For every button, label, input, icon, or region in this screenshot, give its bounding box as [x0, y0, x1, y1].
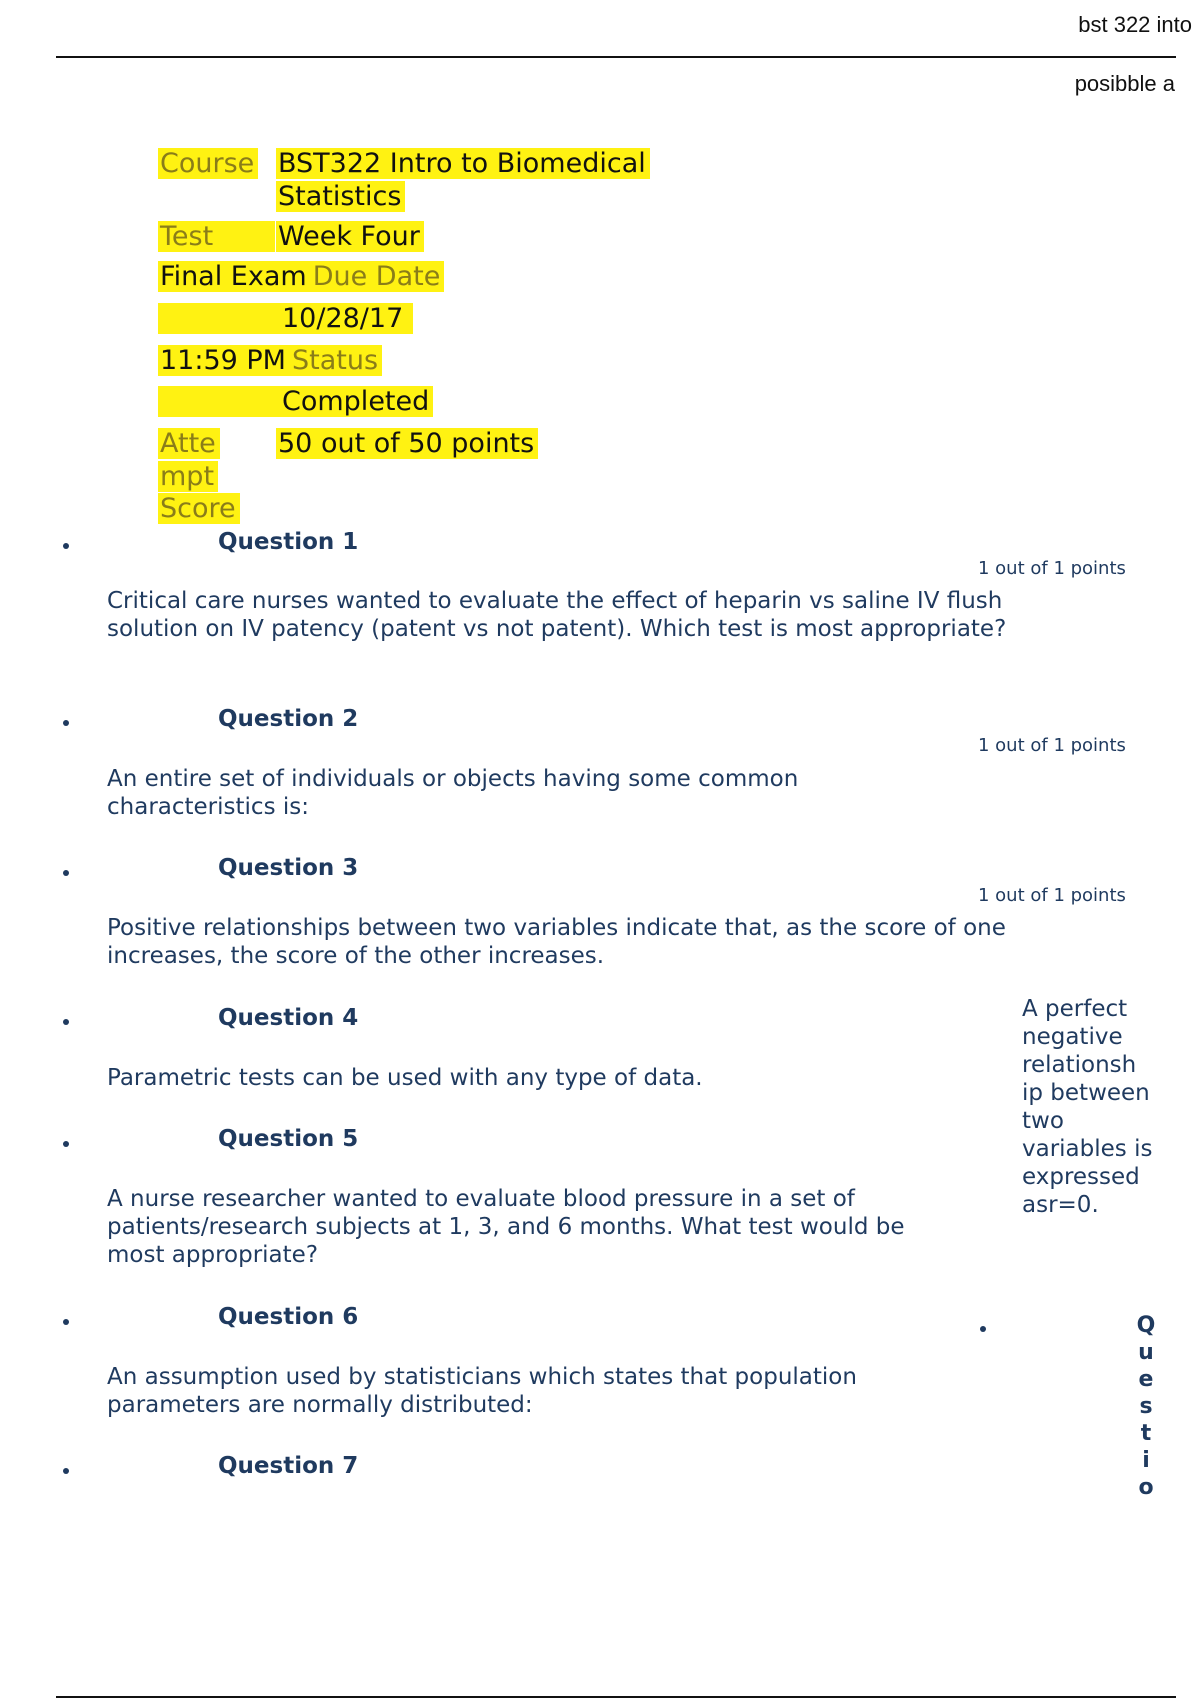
footer-divider [56, 1696, 1176, 1698]
final-exam-label: Final Exam [158, 261, 311, 292]
question-6-text: An assumption used by statisticians which states that population parameters are normally distributed: [107, 1364, 857, 1418]
vertical-letter: Q [1136, 1313, 1156, 1338]
question-1-points: 1 out of 1 points [978, 558, 1126, 579]
vertical-letter: t [1140, 1421, 1152, 1446]
question-1-text: Critical care nurses wanted to evaluate the effect of heparin vs saline IV flush solution on IV patency (patent vs not patent). Which test is most appropriate? [107, 588, 1007, 642]
vertical-question-text [1132, 1312, 1160, 1501]
bullet-icon [63, 1319, 69, 1325]
vertical-letter: e [1138, 1367, 1154, 1392]
vertical-letter: o [1138, 1475, 1154, 1500]
question-3-title: Question 3 [218, 855, 359, 881]
question-1-title: Question 1 [218, 529, 359, 555]
question-4-title: Question 4 [218, 1005, 359, 1031]
question-6-title: Question 6 [218, 1304, 359, 1330]
question-5-text: A nurse researcher wanted to evaluate blood pressure in a set of patients/research subjects at 1, 3, and 6 months. What test would be most appropriate? [107, 1186, 905, 1268]
course-label: Course [158, 148, 258, 179]
bullet-icon [63, 870, 69, 876]
status-label: Status [290, 345, 382, 376]
status-value: Completed [280, 386, 433, 417]
header-divider [56, 56, 1176, 58]
due-time: 11:59 PM [158, 345, 290, 376]
bullet-icon [63, 1019, 69, 1025]
bullet-icon [63, 1141, 69, 1147]
attempt-label-3: Score [158, 493, 240, 524]
vertical-letter: u [1138, 1340, 1154, 1365]
question-3-points: 1 out of 1 points [978, 885, 1126, 906]
bullet-icon [63, 543, 69, 549]
course-value-line2: Statistics [276, 181, 405, 212]
bullet-icon [980, 1326, 986, 1332]
test-value: Week Four [276, 221, 424, 252]
question-4-text: Parametric tests can be used with any type of data. [107, 1065, 703, 1091]
document-subtitle: posibble a [1074, 71, 1175, 96]
question-5-title: Question 5 [218, 1126, 359, 1152]
due-date-value: 10/28/17 [280, 303, 413, 334]
attempt-score-value: 50 out of 50 points [276, 428, 538, 459]
side-column-text: A perfect negative relationsh ip between two variables is expressed asr=0. [1022, 996, 1153, 1218]
course-value-line1: BST322 Intro to Biomedical [276, 148, 650, 179]
vertical-letter: i [1142, 1448, 1150, 1473]
bullet-icon [63, 720, 69, 726]
question-2-text: An entire set of individuals or objects having some common characteristics is: [107, 766, 799, 820]
question-7-title: Question 7 [218, 1453, 359, 1479]
document-title: bst 322 into [1078, 12, 1192, 37]
due-date-label: Due Date [311, 261, 445, 292]
question-2-title: Question 2 [218, 706, 359, 732]
attempt-label-1: Atte [158, 428, 220, 459]
question-2-points: 1 out of 1 points [978, 735, 1126, 756]
vertical-letter: s [1139, 1394, 1153, 1419]
bullet-icon [63, 1468, 69, 1474]
question-3-text: Positive relationships between two variables indicate that, as the score of one increases, the score of the other increases. [107, 915, 1006, 969]
test-label: Test [158, 221, 275, 252]
attempt-label-2: mpt [158, 461, 218, 492]
